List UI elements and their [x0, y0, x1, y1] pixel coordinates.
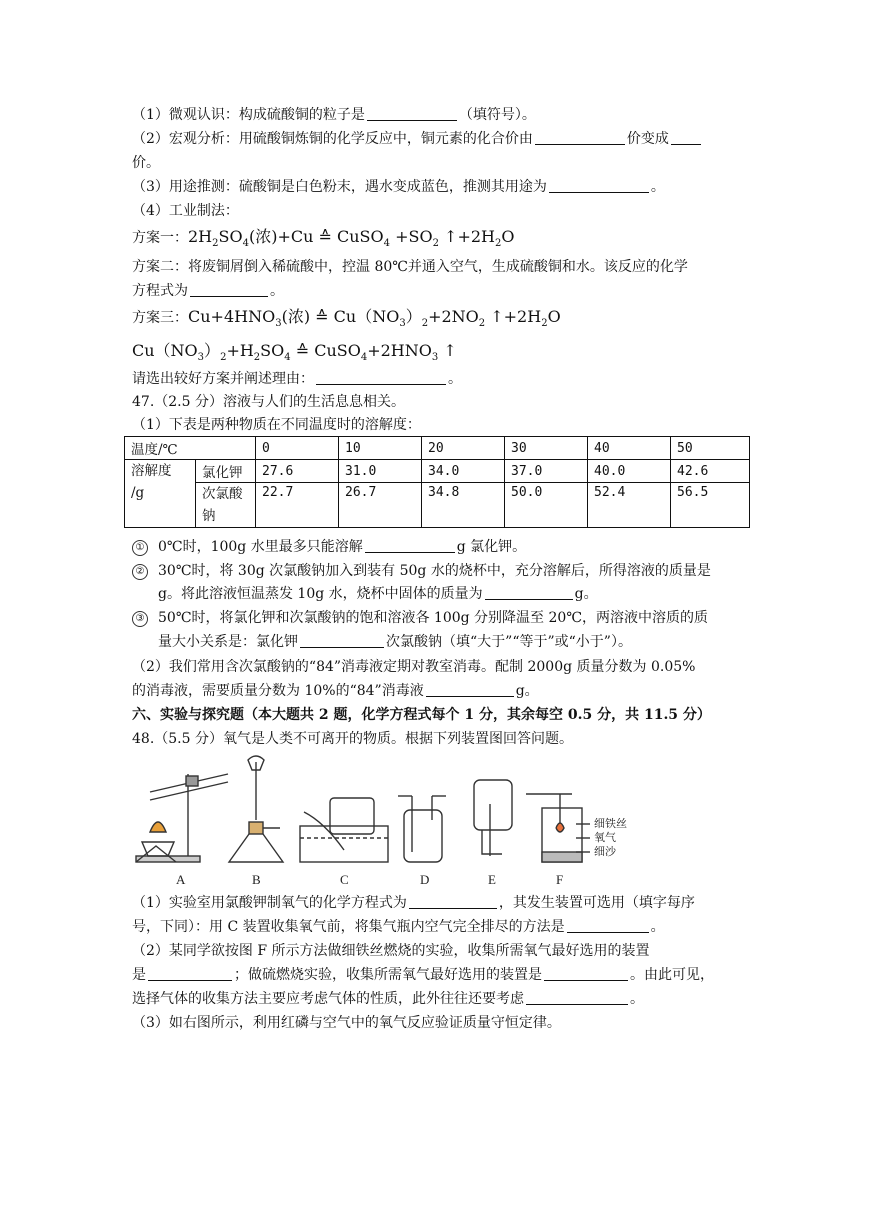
table-header-cell: 30 — [505, 437, 588, 460]
answer-blank[interactable] — [148, 966, 232, 981]
circle-number: ③ — [132, 611, 148, 627]
circle-number: ② — [132, 564, 148, 580]
q48-1-line-cont: 号，下同）：用 C 装置收集氧气前，将集气瓶内空气完全排尽的方法是 。 — [132, 919, 665, 935]
apparatus-drawing — [128, 752, 648, 890]
section-6-heading: 六、实验与探究题（本大题共 2 题，化学方程式每个 1 分，其余每空 0.5 分，共 11.5 分） — [132, 707, 711, 723]
q2-line: （2）宏观分析：用硫酸铜炼铜的化学反应中，铜元素的化合价由 价变成 — [132, 128, 703, 150]
q48-1-line: （1）实验室用氯酸钾制氧气的化学方程式为 ，其发生装置可选用（填字每序 — [132, 895, 695, 911]
q48-3-line: （3）如右图所示，利用红磷与空气中的氧气反应验证质量守恒定律。 — [132, 1015, 561, 1031]
circle-number: ① — [132, 540, 148, 556]
plan3-line-2: $Cu(NO_3)_2+H_2SO_4$ ≙ $CuSO_4+2HNO_3$ ↑ — [132, 341, 457, 364]
table-cell: 37.0 — [505, 460, 588, 483]
q2-line-cont: 价。 — [132, 155, 160, 171]
solubility-table — [124, 436, 750, 528]
table-cell: 42.6 — [671, 460, 750, 483]
answer-blank[interactable] — [367, 106, 457, 121]
plan2-line-cont: 方程式为 。 — [132, 283, 284, 299]
label-F: F — [556, 872, 564, 887]
answer-blank[interactable] — [567, 918, 649, 933]
q4-line: （4）工业制法： — [132, 203, 239, 219]
table-cell: 次氯酸 钠 — [196, 483, 256, 528]
label-B: B — [252, 872, 261, 887]
s2-line: ② 30℃时，将 30g 次氯酸钠加入到装有 50g 水的烧杯中，充分溶解后，所得溶液的质量是 — [132, 560, 711, 582]
plan1-line: 方案一：$2H_2SO_4$(浓)+Cu ≙ CuSO$_4$ $+SO_2$ $↑+2H_2O$ — [132, 227, 515, 250]
answer-blank[interactable] — [316, 370, 446, 385]
q48-2-line: （2）某同学欲按图 F 所示方法做细铁丝燃烧的实验，收集所需氧气最好选用的装置 — [132, 943, 650, 959]
table-cell: 40.0 — [588, 460, 671, 483]
label-D: D — [420, 872, 430, 887]
plan3-line: 方案三：$Cu+4HNO_3$(浓) ≙ $Cu(NO_3)_2+2NO_2$ $↑+2H_2O$ — [132, 307, 561, 330]
s2-line-cont: g。将此溶液恒温蒸发 10g 水，烧杯中固体的质量为 g。 — [158, 586, 598, 602]
table-cell: 34.8 — [422, 483, 505, 528]
s1-line: ① 0℃时，100g 水里最多只能溶解 g 氯化钾。 — [132, 536, 526, 558]
answer-blank[interactable] — [671, 130, 701, 145]
choose-line: 请选出较好方案并阐述理由： 。 — [132, 371, 462, 387]
answer-blank[interactable] — [409, 894, 497, 909]
answer-blank[interactable] — [300, 633, 384, 648]
answer-blank[interactable] — [549, 178, 649, 193]
q47-2-line-cont: 的消毒液，需要质量分数为 10%的“84”消毒液 g。 — [132, 683, 539, 699]
table-cell: 52.4 — [588, 483, 671, 528]
s3-line-cont: 量大小关系是：氯化钾 次氯酸钠（填“大于”“等于”或“小于”）。 — [158, 634, 632, 650]
table-header-cell: 50 — [671, 437, 750, 460]
table-cell: 50.0 — [505, 483, 588, 528]
answer-blank[interactable] — [190, 282, 268, 297]
label-C: C — [340, 872, 349, 887]
table-row — [125, 460, 750, 483]
answer-blank[interactable] — [535, 130, 625, 145]
table-cell: 27.6 — [256, 460, 339, 483]
q48-2-line-cont: 是 ；做硫燃烧实验，收集所需氧气最好选用的装置是 。由此可见， — [132, 967, 714, 983]
table-cell: 26.7 — [339, 483, 422, 528]
answer-blank[interactable] — [526, 990, 628, 1005]
table-cell: 56.5 — [671, 483, 750, 528]
table-header-cell: 0 — [256, 437, 339, 460]
table-row-label: 溶解度 /g — [125, 460, 196, 528]
label-E: E — [488, 872, 496, 887]
table-cell: 31.0 — [339, 460, 422, 483]
table-header-cell: 40 — [588, 437, 671, 460]
table-cell: 22.7 — [256, 483, 339, 528]
label-A: A — [176, 872, 186, 887]
q1-line: （1）微观认识：构成硫酸铜的粒子是 （填符号）。 — [132, 107, 536, 123]
table-header-cell: 10 — [339, 437, 422, 460]
answer-blank[interactable] — [544, 966, 628, 981]
q47-title: 47.（2.5 分）溶液与人们的生活息息相关。 — [132, 394, 405, 410]
q47-2-line: （2）我们常用含次氯酸钠的“84”消毒液定期对教室消毒。配制 2000g 质量分数为 0.05% — [132, 659, 696, 675]
table-cell: 氯化钾 — [196, 460, 256, 483]
apparatus-figure — [128, 752, 648, 890]
table-cell: 34.0 — [422, 460, 505, 483]
table-row — [125, 437, 750, 460]
table-row — [125, 483, 750, 528]
answer-blank[interactable] — [485, 585, 573, 600]
s3-line: ③ 50℃时，将氯化钾和次氯酸钠的饱和溶液各 100g 分别降温至 20℃，两溶液中溶质的质 — [132, 607, 708, 629]
table-header-cell: 温度/℃ — [125, 437, 256, 460]
q3-line: （3）用途推测：硫酸铜是白色粉末，遇水变成蓝色，推测其用途为 。 — [132, 179, 665, 195]
plan2-line: 方案二：将废铜屑倒入稀硫酸中，控温 80℃并通入空气，生成硫酸铜和水。该反应的化学 — [132, 259, 688, 275]
table-header-cell: 20 — [422, 437, 505, 460]
annotation-sand: 细沙 — [594, 846, 616, 858]
annotation-oxygen: 氧气 — [594, 832, 616, 844]
annotation-iron-wire: 细铁丝 — [594, 818, 627, 830]
answer-blank[interactable] — [426, 682, 514, 697]
q48-2-line-cont2: 选择气体的收集方法主要应考虑气体的性质，此外往往还要考虑 。 — [132, 991, 644, 1007]
q47-1: （1）下表是两种物质在不同温度时的溶解度： — [132, 417, 421, 433]
q48-title: 48.（5.5 分）氧气是人类不可离开的物质。根据下列装置图回答问题。 — [132, 731, 573, 747]
answer-blank[interactable] — [365, 538, 455, 553]
